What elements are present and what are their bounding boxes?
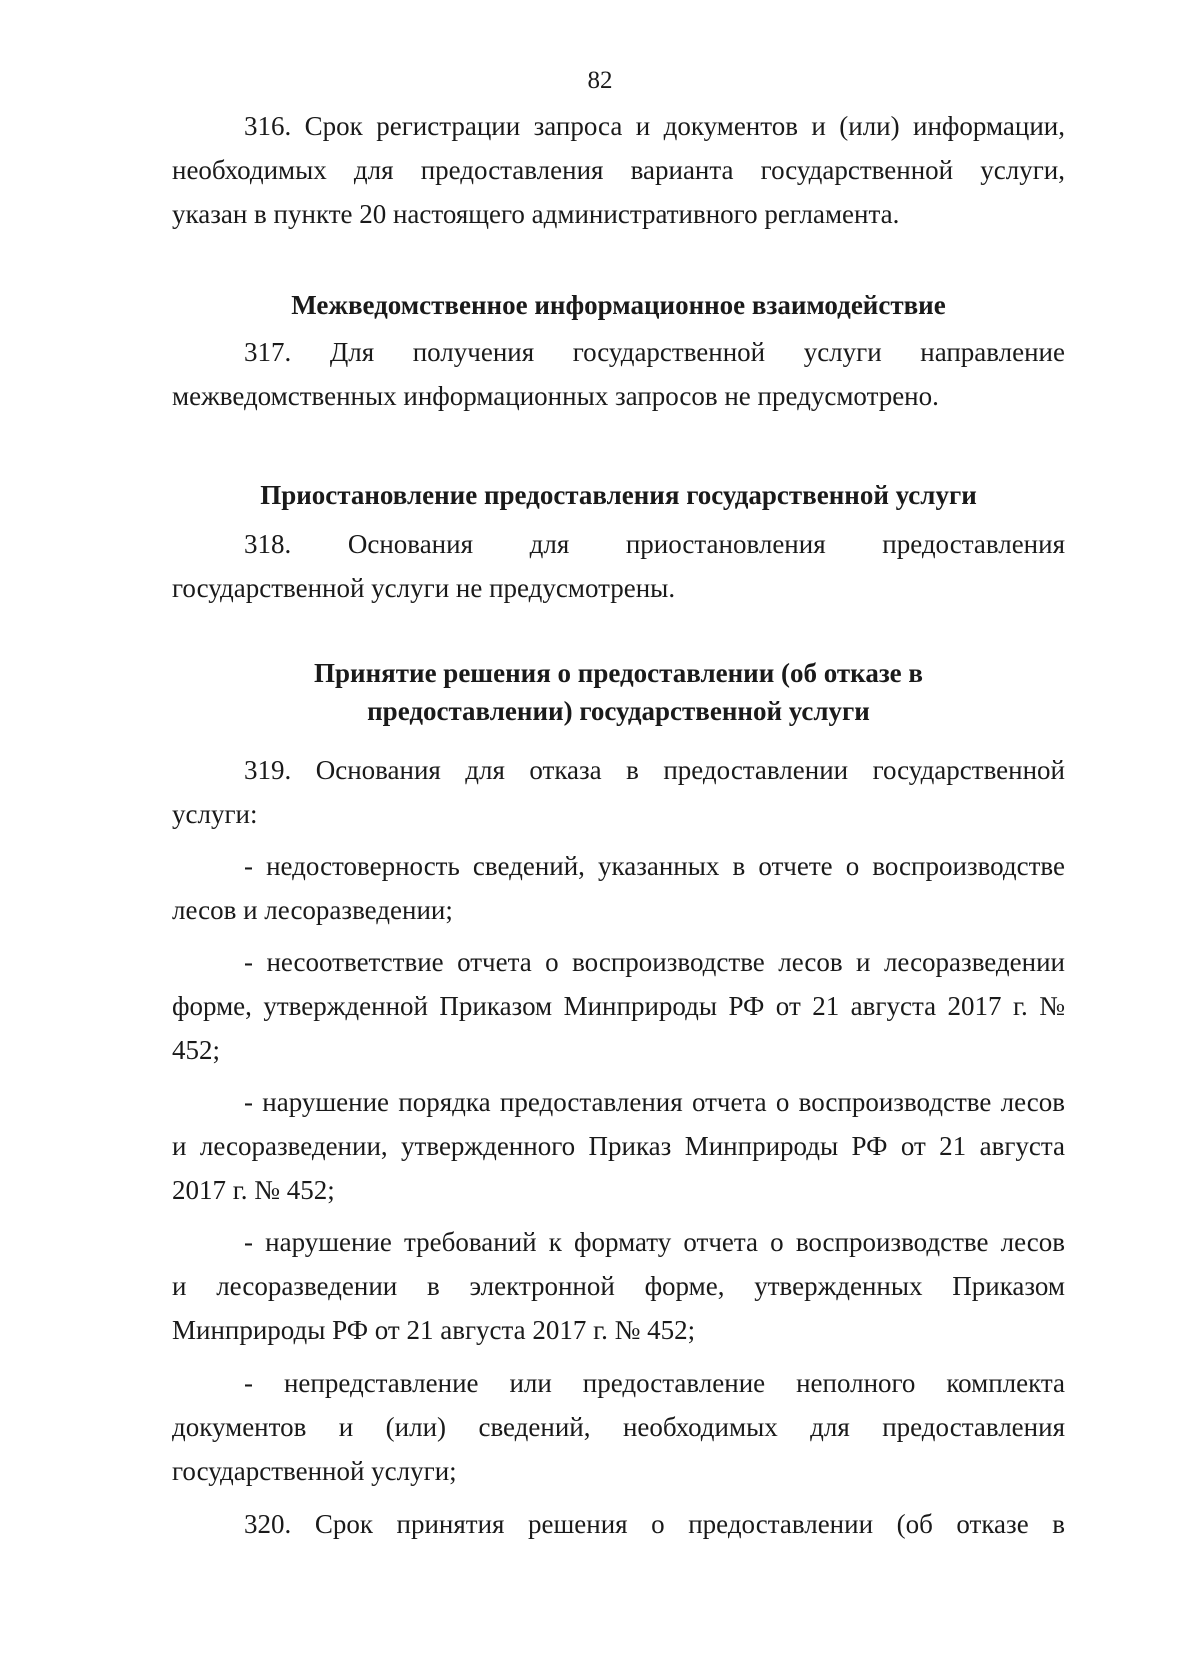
paragraph-317-line-2: межведомственных информационных запросов не предусмотрено. xyxy=(172,381,939,411)
heading-decision-line-1: Принятие решения о предоставлении (об отказе в xyxy=(314,658,923,688)
list-item-1-line-1: - недостоверность сведений, указанных в отчете о воспроизводстве xyxy=(244,851,1065,881)
page-number: 82 xyxy=(587,67,613,94)
list-item-2-line-3: 452; xyxy=(172,1035,221,1065)
list-item-4 xyxy=(172,1220,1065,1352)
list-item-3 xyxy=(172,1080,1065,1212)
heading-decision xyxy=(172,654,1065,730)
list-item-5 xyxy=(172,1361,1065,1493)
paragraph-316-line-2: необходимых для предоставления варианта государственной услуги, xyxy=(172,155,1065,185)
paragraph-318-line-1: 318. Основания для приостановления предоставления xyxy=(244,529,1065,559)
list-item-2-line-1: - несоответствие отчета о воспроизводстве лесов и лесоразведении xyxy=(244,947,1065,977)
list-item-3-line-2: и лесоразведении, утвержденного Приказ Минприроды РФ от 21 августа xyxy=(172,1131,1065,1161)
paragraph-316-line-1: 316. Срок регистрации запроса и документов и (или) информации, xyxy=(244,111,1065,141)
list-item-4-line-2: и лесоразведении в электронной форме, утвержденных Приказом xyxy=(172,1271,1065,1301)
list-item-3-line-3: 2017 г. № 452; xyxy=(172,1175,335,1205)
list-item-2 xyxy=(172,940,1065,1072)
list-item-1 xyxy=(172,844,1065,932)
heading-decision-line-2: предоставлении) государственной услуги xyxy=(367,696,870,726)
list-item-5-line-3: государственной услуги; xyxy=(172,1456,457,1486)
heading-interagency-interaction xyxy=(172,286,1065,324)
list-item-5-line-1: - непредставление или предоставление неполного комплекта xyxy=(244,1368,1065,1398)
paragraph-316 xyxy=(172,104,1065,236)
heading-interagency-text: Межведомственное информационное взаимодействие xyxy=(291,290,946,320)
heading-suspension-text: Приостановление предоставления государственной услуги xyxy=(260,480,977,510)
list-item-2-line-2: форме, утвержденной Приказом Минприроды РФ от 21 августа 2017 г. № xyxy=(172,991,1065,1021)
paragraph-319-line-1: 319. Основания для отказа в предоставлении государственной xyxy=(244,755,1065,785)
paragraph-317 xyxy=(172,330,1065,418)
list-item-4-line-1: - нарушение требований к формату отчета о воспроизводстве лесов xyxy=(244,1227,1065,1257)
paragraph-319-line-2: услуги: xyxy=(172,799,258,829)
paragraph-318 xyxy=(172,522,1065,610)
heading-suspension xyxy=(172,476,1065,514)
list-item-1-line-2: лесов и лесоразведении; xyxy=(172,895,453,925)
paragraph-316-line-3: указан в пункте 20 настоящего административного регламента. xyxy=(172,199,900,229)
paragraph-320 xyxy=(172,1502,1065,1546)
paragraph-320-line-1: 320. Срок принятия решения о предоставлении (об отказе в xyxy=(244,1509,1065,1539)
paragraph-317-line-1: 317. Для получения государственной услуги направление xyxy=(244,337,1065,367)
list-item-5-line-2: документов и (или) сведений, необходимых для предоставления xyxy=(172,1412,1065,1442)
paragraph-318-line-2: государственной услуги не предусмотрены. xyxy=(172,573,676,603)
paragraph-319 xyxy=(172,748,1065,836)
list-item-3-line-1: - нарушение порядка предоставления отчета о воспроизводстве лесов xyxy=(244,1087,1065,1117)
list-item-4-line-3: Минприроды РФ от 21 августа 2017 г. № 452; xyxy=(172,1315,696,1345)
